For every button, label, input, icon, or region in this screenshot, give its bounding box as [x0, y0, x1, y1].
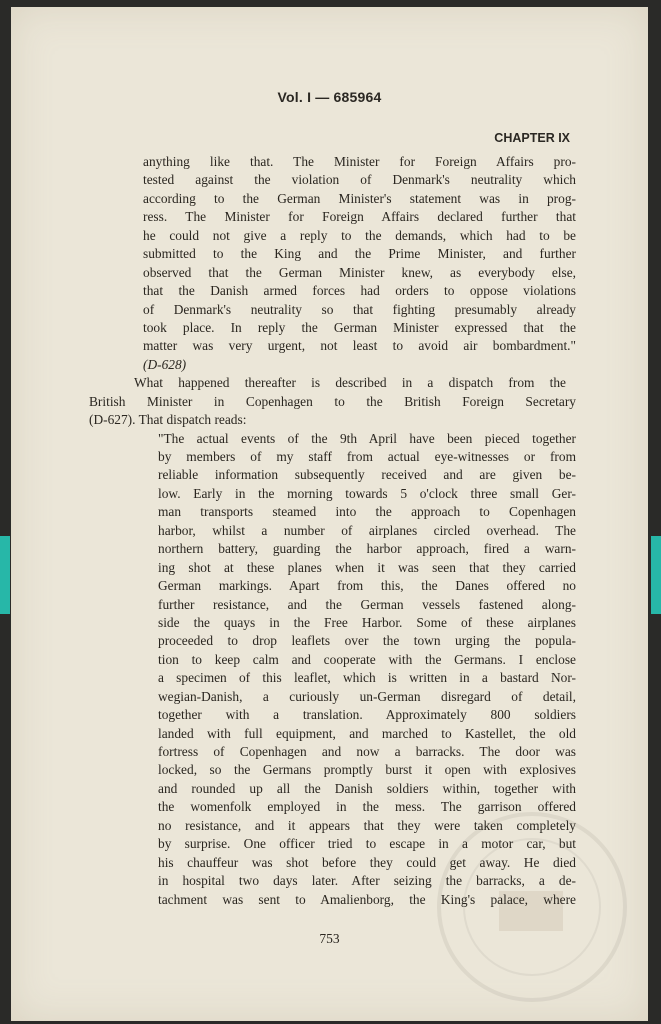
quote-line: harbor, whilst a number of airplanes circled overhead. The [158, 522, 576, 538]
quote-line: and rounded up all the Danish soldiers within, together with [158, 780, 576, 796]
quote-line: reliable information subsequently received and are given be- [158, 467, 576, 483]
citation-line: (D-628) [143, 356, 187, 372]
quote-line: no resistance, and it appears that they were taken completely [158, 817, 576, 833]
text-line: observed that the German Minister knew, as everybody else, [143, 264, 576, 280]
chapter-heading: CHAPTER IX [494, 131, 570, 145]
quote-line: ing shot at these planes when it was seen that they carried [158, 559, 576, 575]
text-line: according to the German Minister's statement was in prog- [143, 190, 576, 206]
quote-line: side the quays in the Free Harbor. Some of these airplanes [158, 614, 576, 630]
quote-line: tion to keep calm and cooperate with the Germans. I enclose [158, 651, 576, 667]
quote-line: German markings. Apart from this, the Danes offered no [158, 578, 576, 594]
text-line: submitted to the King and the Prime Minister, and further [143, 246, 576, 262]
quote-line: by members of my staff from actual eye-witnesses or from [158, 449, 576, 464]
quote-line: tachment was sent to Amalienborg, the King's palace, where [158, 891, 576, 907]
left-edge-tab [0, 536, 10, 614]
quote-line: man transports steamed into the approach to Copenhagen [158, 504, 576, 520]
quote-line: "The actual events of the 9th April have been pieced together [158, 430, 576, 446]
text-line: (D-627). That dispatch reads: [89, 412, 247, 428]
quote-line: northern battery, guarding the harbor approach, fired a warn- [158, 541, 576, 557]
quote-line: in hospital two days later. After seizing the barracks, a de- [158, 873, 576, 889]
quote-line: together with a translation. Approximately 800 soldiers [158, 707, 576, 723]
text-line: What happened thereafter is described in a dispatch from the [134, 375, 566, 391]
text-line: ress. The Minister for Foreign Affairs declared further that [143, 209, 576, 225]
quote-line: by surprise. One officer tried to escape in a motor car, but [158, 836, 576, 852]
quote-line: locked, so the Germans promptly burst it open with explosives [158, 762, 576, 778]
quote-line: his chauffeur was shot before they could get away. He died [158, 854, 576, 870]
text-line: British Minister in Copenhagen to the British Foreign Secretary [89, 393, 576, 409]
quote-line: landed with full equipment, and marched to Kastellet, the old [158, 725, 576, 741]
right-edge-tab [651, 536, 661, 614]
quote-line: low. Early in the morning towards 5 o'clock three small Ger- [158, 485, 576, 501]
document-body [89, 153, 576, 909]
page-number: 753 [319, 931, 340, 946]
quote-line: a specimen of this leaflet, which is written in a bastard Nor- [158, 670, 576, 686]
text-line: he could not give a reply to the demands, which had to be [143, 227, 576, 243]
quote-line: further resistance, and the German vessels fastened along- [158, 596, 576, 612]
text-line: matter was very urgent, not least to avoid air bombardment." [143, 338, 576, 354]
quote-line: fortress of Copenhagen and now a barracks. The door was [158, 744, 576, 759]
quote-line: proceeded to drop leaflets over the town urging the popula- [158, 633, 576, 649]
text-line: took place. In reply the German Minister expressed that the [143, 319, 576, 335]
text-line: tested against the violation of Denmark's neutrality which [143, 172, 576, 188]
quote-line: wegian-Danish, a curiously un-German disregard of detail, [158, 688, 576, 704]
quote-line: the womenfolk employed in the mess. The garrison offered [158, 799, 576, 815]
text-line: that the Danish armed forces had orders to oppose violations [143, 283, 576, 299]
text-line: of Denmark's neutrality so that fighting presumably already [143, 301, 576, 317]
text-line: anything like that. The Minister for Foreign Affairs pro- [143, 154, 576, 169]
volume-header: Vol. I — 685964 [277, 89, 382, 105]
document-page [11, 7, 648, 1021]
